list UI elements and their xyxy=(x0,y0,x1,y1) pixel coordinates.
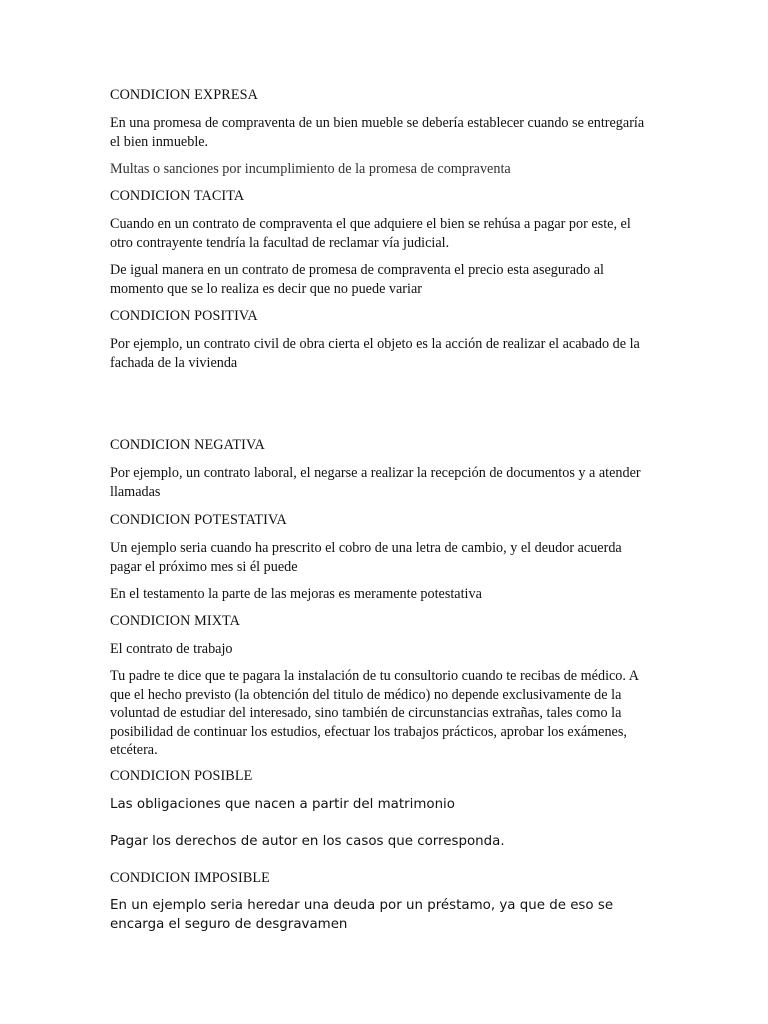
paragraph-tacita-2: De igual manera en un contrato de promesa de compraventa el precio esta asegurado al momento que se lo realiza es decir que no puede variar xyxy=(110,262,604,297)
paragraph-posible-1: Las obligaciones que nacen a partir del matrimonio xyxy=(110,797,455,812)
section-heading-expresa: CONDICION EXPRESA xyxy=(110,87,258,103)
paragraph-negativa-1: Por ejemplo, un contrato laboral, el negarse a realizar la recepción de documentos y a atender llamadas xyxy=(110,465,641,500)
section-heading-tacita: CONDICION TACITA xyxy=(110,188,245,204)
section-heading-negativa: CONDICION NEGATIVA xyxy=(110,437,265,453)
paragraph-expresa-2: Multas o sanciones por incumplimiento de la promesa de compraventa xyxy=(110,161,511,177)
paragraph-posible-2: Pagar los derechos de autor en los casos que corresponda. xyxy=(110,834,505,849)
section-heading-positiva: CONDICION POSITIVA xyxy=(110,308,258,324)
paragraph-imposible-1: En un ejemplo seria heredar una deuda por un préstamo, ya que de eso se encarga el seguro de desgravamen xyxy=(110,898,614,932)
paragraph-mixta-1: El contrato de trabajo xyxy=(110,641,233,657)
paragraph-positiva-1: Por ejemplo, un contrato civil de obra cierta el objeto es la acción de realizar el acabado de la fachada de la vivienda xyxy=(110,336,640,371)
section-heading-potestativa: CONDICION POTESTATIVA xyxy=(110,512,287,528)
paragraph-mixta-2: Tu padre te dice que te pagara la instalación de tu consultorio cuando te recibas de médico. A que el hecho previsto (la obtención del titulo de médico) no depende exclusivamente de la voluntad de estudiar del interesado, sino también de circunstancias extrañas, tales como la posibilidad de continuar los estudios, efectuar los trabajos prácticos, aprobar los exámenes, etcétera. xyxy=(110,668,639,758)
section-heading-mixta: CONDICION MIXTA xyxy=(110,613,241,629)
section-heading-posible: CONDICION POSIBLE xyxy=(110,768,253,784)
paragraph-expresa-1: En una promesa de compraventa de un bien mueble se debería establecer cuando se entregaría el bien inmueble. xyxy=(110,115,645,150)
paragraph-potestativa-2: En el testamento la parte de las mejoras es meramente potestativa xyxy=(110,586,482,602)
paragraph-tacita-1: Cuando en un contrato de compraventa el que adquiere el bien se rehúsa a pagar por este, el otro contrayente tendría la facultad de reclamar vía judicial. xyxy=(110,216,631,251)
paragraph-potestativa-1: Un ejemplo seria cuando ha prescrito el cobro de una letra de cambio, y el deudor acuerda pagar el próximo mes si él puede xyxy=(110,540,622,575)
section-heading-imposible: CONDICION IMPOSIBLE xyxy=(110,870,270,886)
